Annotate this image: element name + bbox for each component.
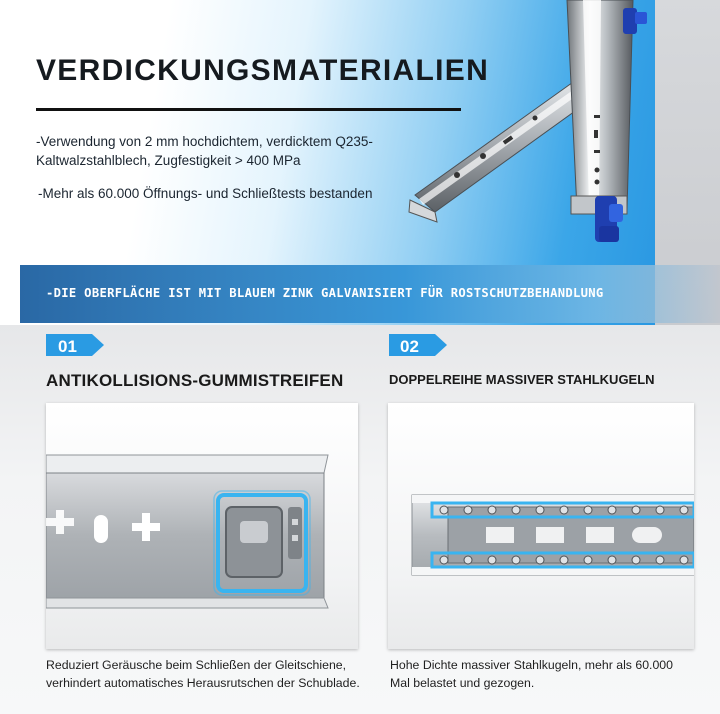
feature-title-2: DOPPELREIHE MASSIVER STAHLKUGELN — [389, 372, 655, 387]
zinc-coating-text: -DIE OBERFLÄCHE IST MIT BLAUEM ZINK GALVANISIERT FÜR ROSTSCHUTZBEHANDLUNG — [46, 286, 604, 300]
test-cycle-text: -Mehr als 60.000 Öffnungs- und Schließtests bestanden — [38, 186, 373, 201]
feature-description-1: Reduziert Geräusche beim Schließen der Gleitschiene, verhindert automatisches Herausrutschen der Schublade. — [46, 658, 360, 690]
feature-title-1: ANTIKOLLISIONS-GUMMISTREIFEN — [46, 371, 344, 390]
vertical-rail — [567, 0, 633, 214]
feature-description-2: Hohe Dichte massiver Stahlkugeln, mehr als 60.000 Mal belastet und gezogen. — [390, 658, 673, 690]
rubber-bumper-rail-image — [46, 403, 358, 649]
feature-number-1: 01 — [58, 337, 77, 356]
title-underline — [36, 108, 461, 111]
material-spec-text: -Verwendung von 2 mm hochdichtem, verdicktem Q235-Kaltwalzstahlblech, Zugfestigkeit > 400 MPa — [36, 134, 373, 168]
ball-bearing-rail-image — [388, 403, 694, 649]
feature-number-2: 02 — [400, 337, 419, 356]
hero-title: VERDICKUNGSMATERIALIEN — [36, 54, 490, 87]
blue-clip-top — [623, 8, 647, 34]
